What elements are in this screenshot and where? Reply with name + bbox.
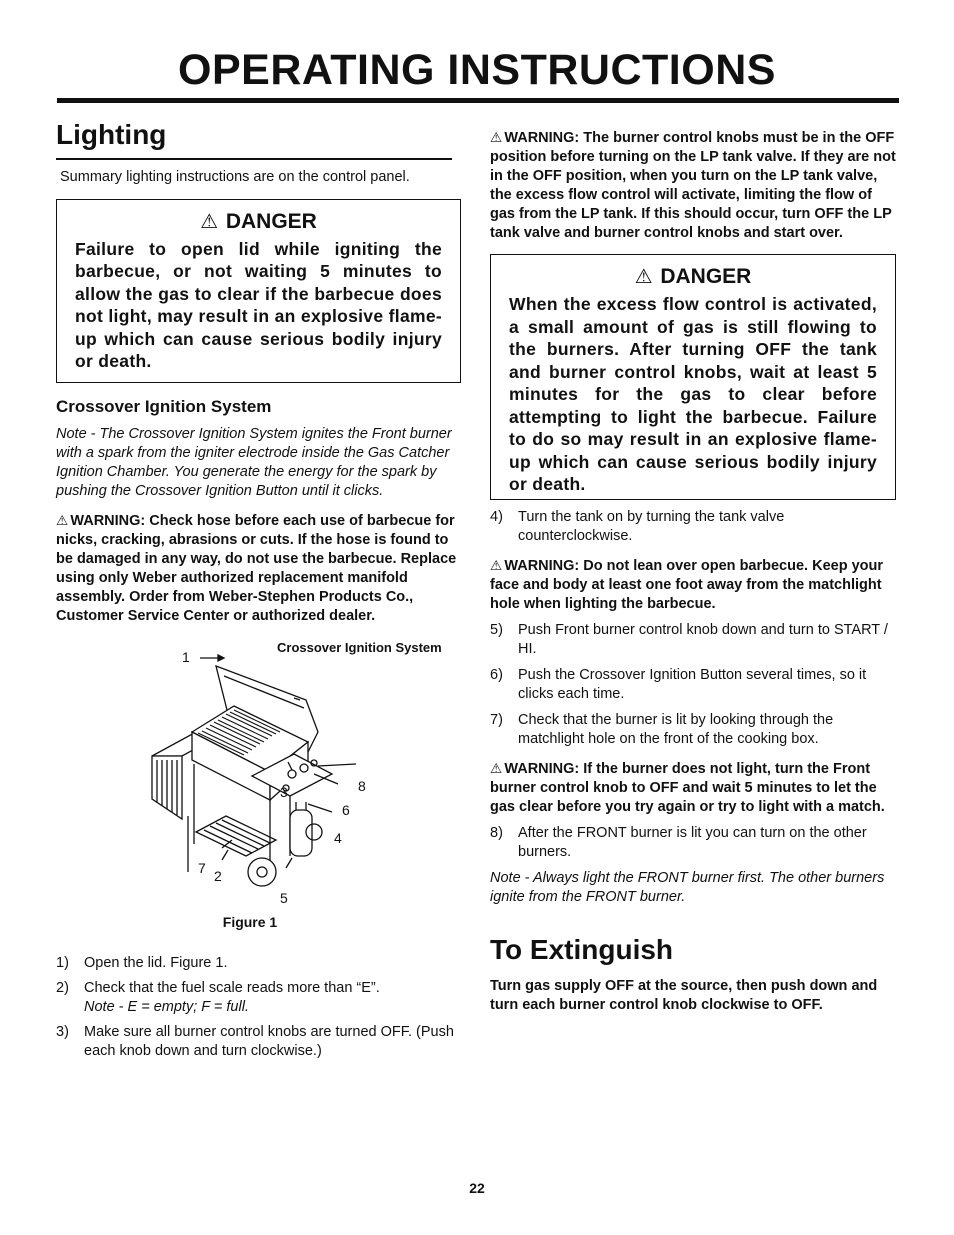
figure-caption: Figure 1 (222, 913, 278, 930)
step-text: Check that the burner is lit by looking through the matchlight hole on the front of the cooking box. (518, 712, 834, 747)
step-number: 5) (490, 622, 503, 638)
lighting-heading: Lighting (56, 119, 167, 150)
step-number: 6) (490, 667, 503, 683)
step-text: Push the Crossover Ignition Button several times, so it clicks each time. (518, 667, 867, 702)
step-text: Make sure all burner control knobs are turned OFF. (Push each knob down and turn clockwise.) (84, 1023, 454, 1059)
danger-heading (509, 265, 877, 289)
list-item (56, 954, 461, 973)
crossover-heading: Crossover Ignition System (56, 396, 272, 416)
danger-box-excess-flow (490, 254, 896, 500)
danger-label: DANGER (660, 265, 752, 288)
step-number: 2) (56, 979, 69, 996)
danger-text: When the excess flow control is activated, a small amount of gas is still flowing to the burners. After turning OFF the tank and burner control knobs, wait at least 5 minutes for the gas to clear before attempting to light the barbecue. Failure to do so may result in an explosive flame-up which can cause serious bodily injury or death. (509, 294, 877, 494)
warning-lean (490, 556, 898, 614)
title-rule (57, 98, 899, 103)
callout-8: 8 (358, 777, 366, 794)
danger-label: DANGER (225, 209, 317, 233)
warning-hose (56, 511, 461, 626)
steps-list-right (490, 621, 898, 749)
warning-lean-text: WARNING: Do not lean over open barbecue. Keep your face and body at least one foot away from the matchlight hole when lighting the barbecue. (490, 558, 884, 612)
warning-triangle-icon: ⚠ (490, 130, 503, 145)
warning-triangle-icon: ⚠ (634, 266, 653, 288)
step-text: Open the lid. Figure 1. (84, 954, 228, 971)
danger-heading (75, 210, 442, 234)
crossover-note: Note - The Crossover Ignition System ignites the Front burner with a spark from the igniter electrode inside the Gas Catcher Ignition Chamber. You generate the energy for the spark by pushing the Crossover Ignition Button until it clicks. (56, 425, 452, 499)
figure-crossover-ignition (56, 636, 461, 936)
warning-not-lit (490, 759, 898, 817)
warning-hose-text: WARNING: Check hose before each use of barbecue for nicks, cracking, abrasions or cuts. If the hose is found to be damaged in any way, do not use the barbecue. Replace using only Weber authorized replacement manifold assembly. Order from Weber-Stephen Products Co., Customer Service Center or authorized dealer. (56, 512, 457, 624)
callout-5: 5 (280, 889, 288, 906)
danger-text: Failure to open lid while igniting the barbecue, or not waiting 5 minutes to allow the gas to clear if the barbecue does not light, may result in an explosive flame-up which can cause serious bodily injury or death. (75, 238, 442, 372)
lighting-summary: Summary lighting instructions are on the control panel. (60, 168, 410, 185)
step-number: 7) (490, 712, 503, 728)
callout-3: 3 (280, 783, 288, 800)
step-note: Note - E = empty; F = full. (84, 998, 249, 1015)
step-text: Push Front burner control knob down and turn to START / HI. (518, 622, 888, 657)
callout-2: 2 (214, 867, 222, 884)
extinguish-heading: To Extinguish (490, 934, 674, 965)
danger-box-lid (56, 199, 461, 383)
callout-1: 1 (182, 648, 190, 665)
warning-triangle-icon: ⚠ (200, 210, 218, 233)
warning-not-lit-text: WARNING: If the burner does not light, turn the Front burner control knob to OFF and wait 5 minutes to let the gas clear before you try again or try to light with a match. (490, 761, 885, 815)
callout-7: 7 (198, 859, 206, 876)
page-number: 22 (469, 1180, 485, 1196)
list-item (490, 621, 898, 659)
step-number: 1) (56, 954, 69, 971)
list-item (490, 508, 898, 546)
right-column (490, 128, 898, 1015)
note-front-burner: Note - Always light the FRONT burner first. The other burners ignite from the FRONT burner. (490, 870, 885, 905)
step-text: After the FRONT burner is lit you can turn on the other burners. (518, 825, 867, 860)
steps-list-left (56, 954, 461, 1061)
callout-4: 4 (334, 829, 342, 846)
step-text: Check that the fuel scale reads more than “E”. (84, 979, 380, 996)
step-4 (490, 508, 898, 546)
figure-caption-top: Crossover Ignition System (277, 639, 442, 655)
step-number: 4) (490, 509, 503, 525)
step-number: 3) (56, 1023, 69, 1040)
step-text: Turn the tank on by turning the tank valve counterclockwise. (518, 509, 785, 544)
list-item (56, 1023, 461, 1061)
callout-6: 6 (342, 801, 350, 818)
list-item (56, 979, 461, 1017)
step-8 (490, 824, 898, 862)
warning-knobs (490, 128, 898, 243)
step-number: 8) (490, 825, 503, 841)
list-item (490, 824, 898, 862)
step-body (84, 979, 461, 1017)
warning-triangle-icon: ⚠ (56, 512, 69, 528)
list-item (490, 666, 898, 704)
warning-triangle-icon: ⚠ (490, 558, 503, 573)
grill-illustration (56, 636, 461, 906)
extinguish-text: Turn gas supply OFF at the source, then push down and turn each burner control knob clockwise to OFF. (490, 977, 878, 1013)
warning-knobs-text: WARNING: The burner control knobs must be in the OFF position before turning on the LP tank valve. If they are not in the OFF position, when you turn on the LP tank valve, the excess flow control will activate, limiting the flow of gas from the LP tank. If this should occur, turn OFF the LP tank valve and burner control knobs and start over. (490, 130, 896, 241)
list-item (490, 711, 898, 749)
page-title: OPERATING INSTRUCTIONS (178, 46, 776, 94)
left-column (56, 118, 461, 1061)
lighting-heading-rule (56, 158, 452, 160)
warning-triangle-icon: ⚠ (490, 761, 503, 776)
